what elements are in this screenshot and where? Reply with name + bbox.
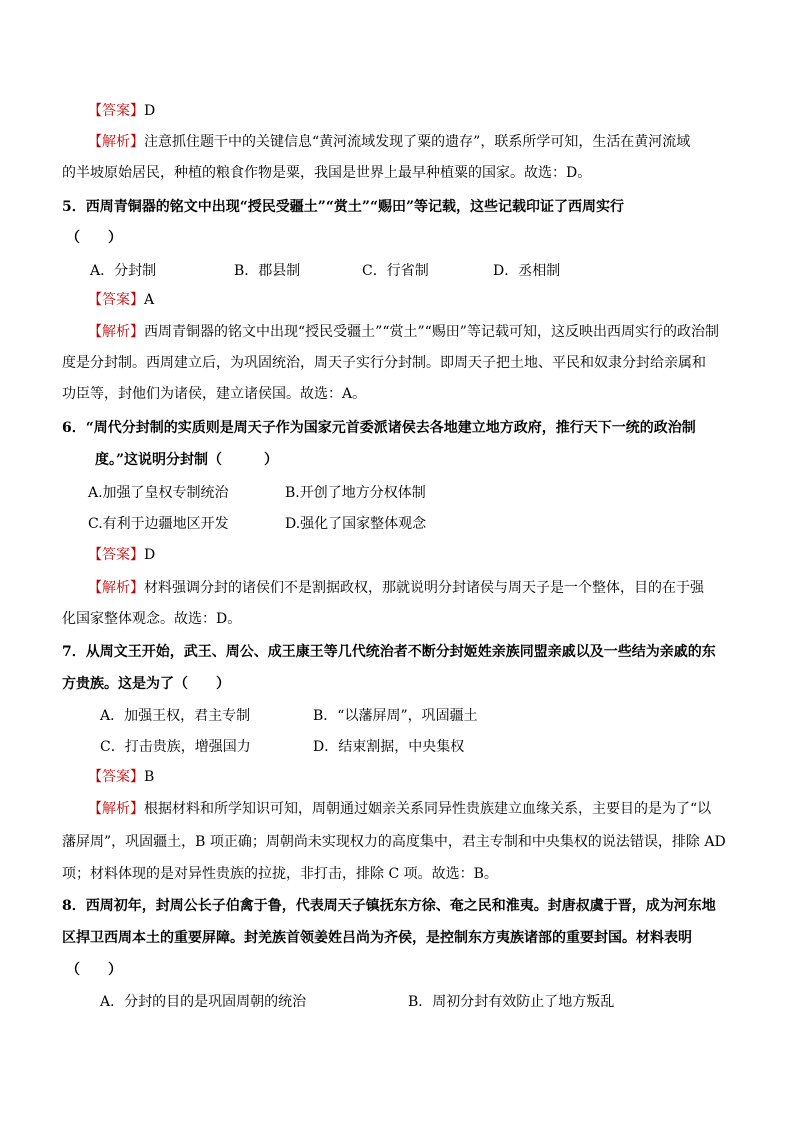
- q5-option-d[interactable]: D．丞相制: [493, 263, 561, 279]
- q5-analysis-line-2: 度是分封制。西周建立后，为巩固统治，周天子实行分封制。即周天子把土地、平民和奴隶分封给亲属和: [62, 355, 706, 371]
- q4-analysis-line-1: [88, 132, 690, 152]
- q6-stem-line-1: 6．“周代分封制的实质则是周天子作为国家元首委派诸侯去各地建立地方政府，推行天下一统的政治制: [62, 420, 696, 436]
- q5-option-a[interactable]: A．分封制: [90, 263, 157, 279]
- q6-stem-line-2: 度。”这说明分封制（ ）: [95, 452, 279, 468]
- q7-answer-value: B: [144, 769, 155, 785]
- q5-analysis-line-1: [88, 322, 719, 342]
- q7-stem-line-2: 方贵族。这是为了（ ）: [62, 676, 230, 692]
- q7-option-b[interactable]: B．“以藩屏周”，巩固疆土: [313, 708, 478, 724]
- q8-stem-line-1: 8．西周初年，封周公长子伯禽于鲁，代表周天子镇抚东方徐、奄之民和淮夷。封唐叔虞于晋，成为河东地: [62, 898, 716, 914]
- q5-stem-line-2: （ ）: [66, 230, 122, 246]
- q6-analysis-line-1: [88, 578, 704, 598]
- answer-label: 【答案】: [88, 292, 144, 308]
- q6-option-a[interactable]: A.加强了皇权专制统治: [88, 485, 229, 501]
- q7-option-d[interactable]: D．结束割据，中央集权: [313, 739, 465, 755]
- q6-analysis-line-2: 化国家整体观念。故选：D。: [62, 611, 242, 627]
- analysis-label: 【解析】: [88, 134, 144, 150]
- q7-answer: [88, 767, 154, 787]
- analysis-label: 【解析】: [88, 324, 144, 340]
- q7-option-a[interactable]: A．加强王权，君主专制: [100, 708, 251, 724]
- q5-analysis-text-1: 西周青铜器的铭文中出现“授民受疆土”“赏土”“赐田”等记载可知，这反映出西周实行的政治制: [144, 324, 719, 340]
- analysis-label: 【解析】: [88, 801, 144, 817]
- q7-analysis-text-1: 根据材料和所学知识可知，周朝通过姻亲关系同异性贵族建立血缘关系，主要目的是为了“以: [144, 801, 712, 817]
- q7-analysis-line-3: 项；材料体现的是对异性贵族的拉拢，非打击，排除 C 项。故选：B。: [62, 866, 498, 882]
- q4-answer: [88, 101, 155, 121]
- q5-answer-value: A: [144, 292, 155, 308]
- q5-option-c[interactable]: C．行省制: [362, 263, 429, 279]
- q8-option-a[interactable]: A．分封的目的是巩固周朝的统治: [100, 994, 307, 1010]
- q7-analysis-line-2: 藩屏周”，巩固疆土，B 项正确；周朝尚未实现权力的高度集中，君主专制和中央集权的说法错误，排除 AD: [62, 834, 726, 850]
- q7-analysis-line-1: [88, 799, 711, 819]
- q5-stem-line-1: 5．西周青铜器的铭文中出现“授民受疆土”“赏土”“赐田”等记载，这些记载印证了西周实行: [62, 199, 625, 215]
- q6-option-d[interactable]: D.强化了国家整体观念: [285, 516, 427, 532]
- analysis-label: 【解析】: [88, 580, 144, 596]
- q8-option-b[interactable]: B．周初分封有效防止了地方叛乱: [408, 994, 615, 1010]
- q5-option-b[interactable]: B．郡县制: [234, 263, 301, 279]
- q6-analysis-text-1: 材料强调分封的诸侯们不是割据政权，那就说明分封诸侯与周天子是一个整体，目的在于强: [144, 580, 704, 596]
- q4-analysis-text-1: 注意抓住题干中的关键信息“黄河流域发现了粟的遗存”，联系所学可知，生活在黄河流域: [144, 134, 691, 150]
- q7-stem-line-1: 7．从周文王开始，武王、周公、成王康王等几代统治者不断分封姬姓亲族同盟亲戚以及一些结为亲戚的东: [62, 644, 716, 660]
- answer-label: 【答案】: [88, 769, 144, 785]
- q8-stem-line-3: （ ）: [66, 962, 122, 978]
- q6-answer: [88, 545, 155, 565]
- q8-stem-line-2: 区捍卫西周本土的重要屏障。封羌族首领姜姓吕尚为齐侯，是控制东方夷族诸部的重要封国。材料表明: [62, 930, 692, 946]
- q6-option-b[interactable]: B.开创了地方分权体制: [285, 485, 426, 501]
- q6-option-c[interactable]: C.有利于边疆地区开发: [88, 516, 229, 532]
- answer-label: 【答案】: [88, 103, 144, 119]
- q6-answer-value: D: [144, 547, 156, 563]
- answer-label: 【答案】: [88, 547, 144, 563]
- q5-analysis-line-3: 功臣等，封他们为诸侯，建立诸侯国。故选：A。: [62, 386, 367, 402]
- q4-answer-value: D: [144, 103, 156, 119]
- q5-answer: [88, 290, 154, 310]
- q7-option-c[interactable]: C．打击贵族，增强国力: [100, 739, 251, 755]
- q4-analysis-line-2: 的半坡原始居民，种植的粮食作物是粟，我国是世界上最早种植粟的国家。故选：D。: [62, 165, 592, 181]
